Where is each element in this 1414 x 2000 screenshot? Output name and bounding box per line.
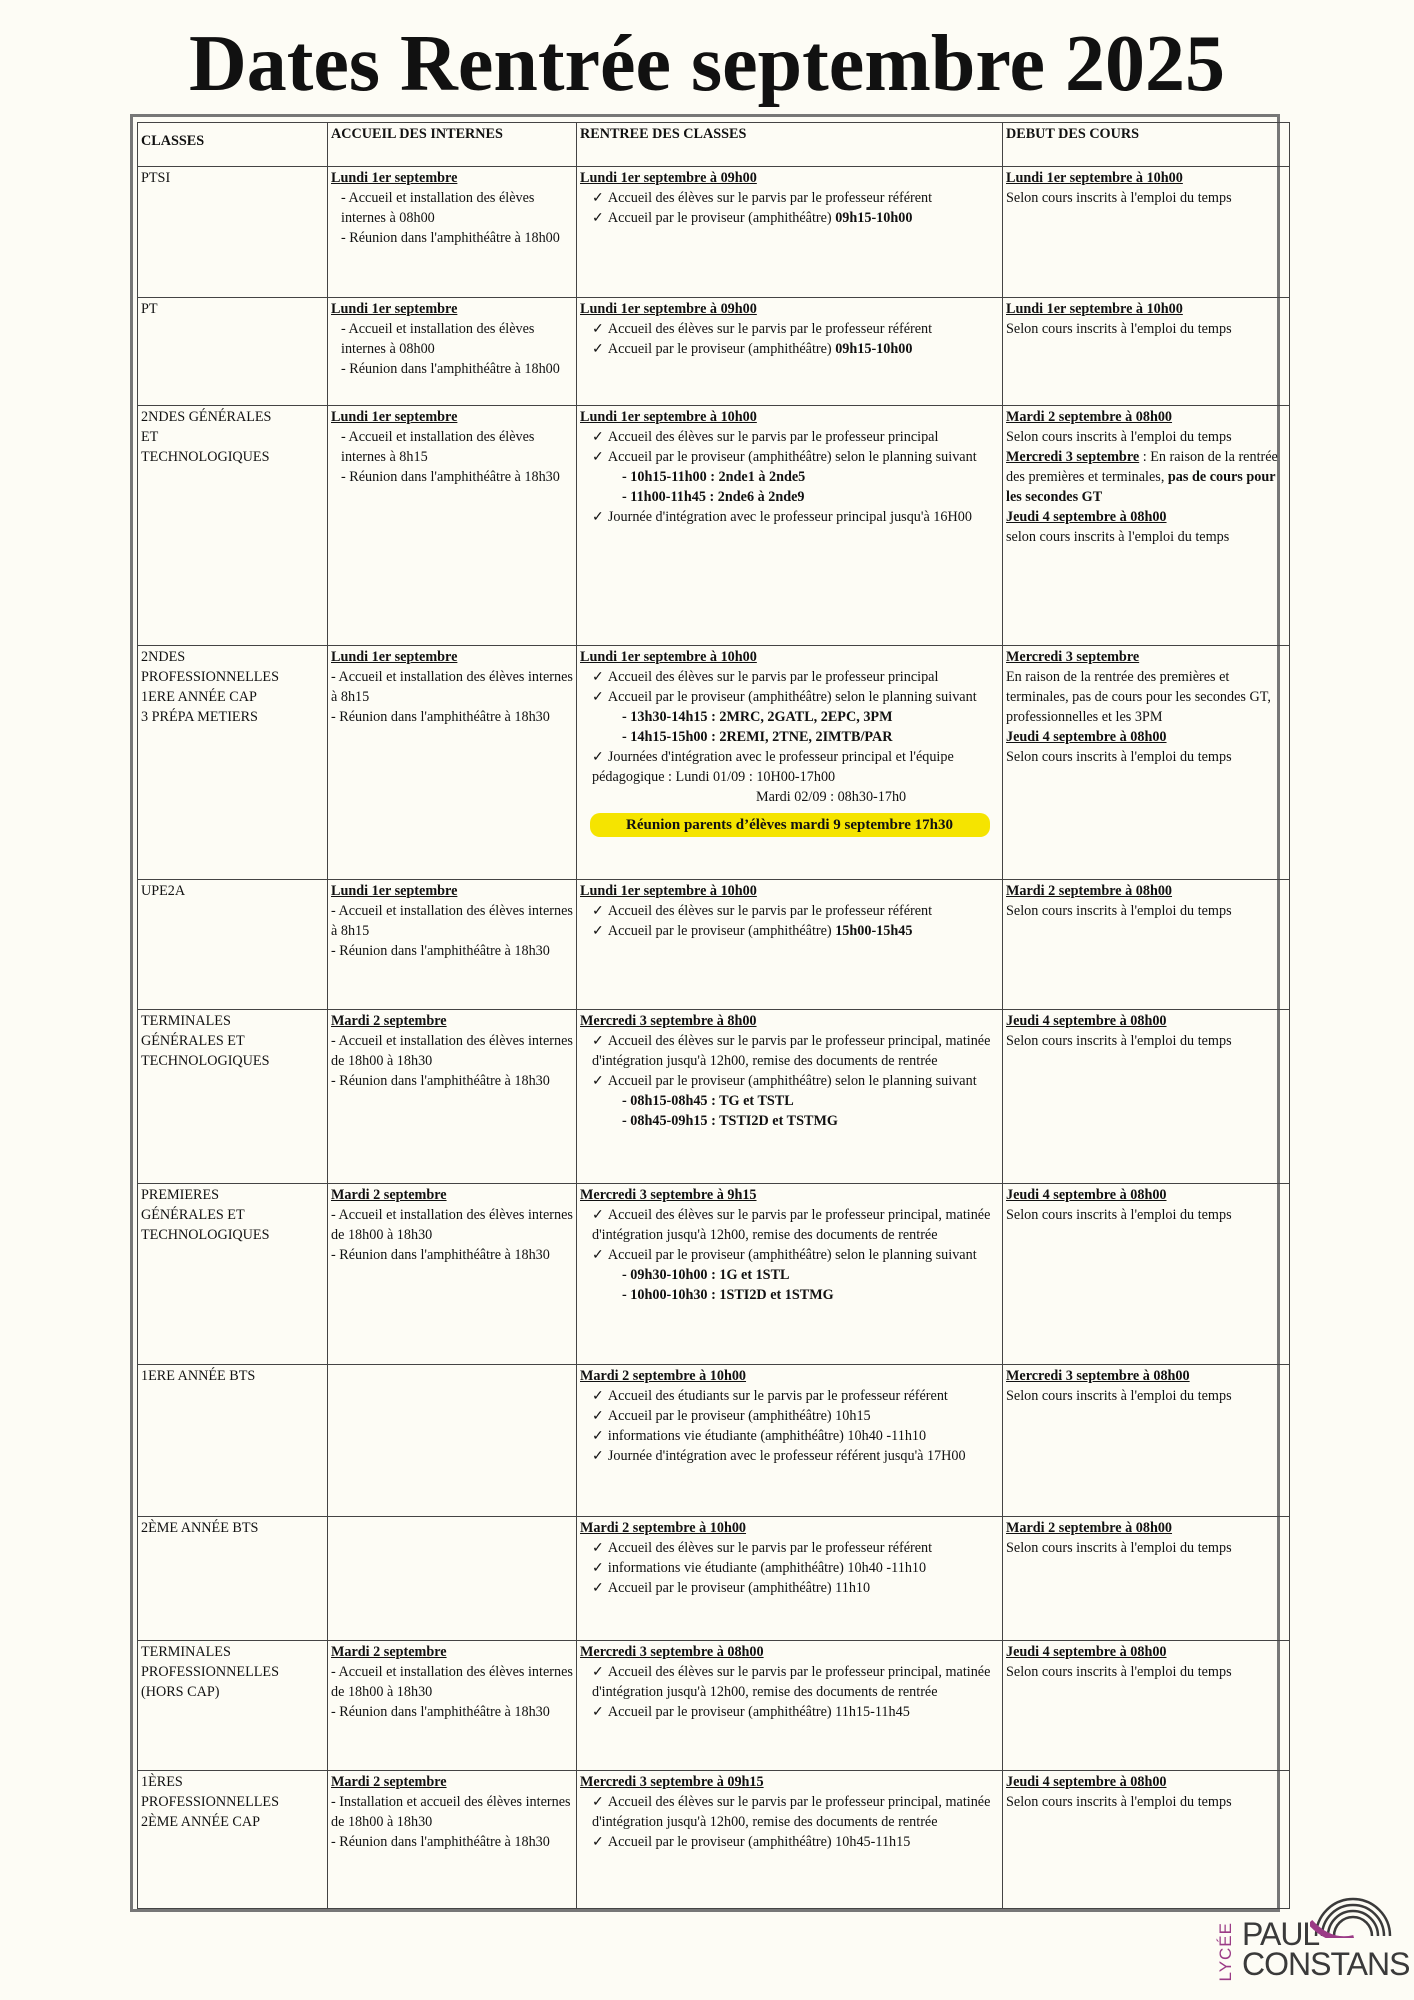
check-icon: ✓ (592, 449, 604, 465)
internes-cell: Lundi 1er septembre - Accueil et installation des élèves internes à 08h00 - Réunion dans l'amphithéâtre à 18h00 (328, 167, 577, 298)
table-row-terminales-pro (138, 1641, 1290, 1771)
check-icon: ✓ (592, 341, 604, 357)
check-icon: ✓ (592, 1448, 604, 1464)
internes-cell: Mardi 2 septembre - Installation et accueil des élèves internes de 18h00 à 18h30 - Réunion dans l'amphithéâtre à 18h30 (328, 1771, 577, 1909)
table-row-2eme-bts (138, 1517, 1290, 1641)
header-rentree: RENTREE DES CLASSES (577, 123, 1003, 167)
rentree-cell: Lundi 1er septembre à 09h00 ✓ Accueil des élèves sur le parvis par le professeur référent ✓ Accueil par le proviseur (amphithéâtre) 09h15-10h00 (577, 167, 1003, 298)
check-icon: ✓ (592, 190, 604, 206)
cours-cell: Jeudi 4 septembre à 08h00 Selon cours inscrits à l'emploi du temps (1003, 1771, 1290, 1909)
check-icon: ✓ (592, 1540, 604, 1556)
cours-cell: Lundi 1er septembre à 10h00 Selon cours inscrits à l'emploi du temps (1003, 298, 1290, 406)
check-icon: ✓ (592, 1388, 604, 1404)
cours-cell: Mardi 2 septembre à 08h00 Selon cours inscrits à l'emploi du temps Mercredi 3 septembre : En raison de la rentrée des premières et terminales, pas de cours pour les secondes GT Jeudi 4 septembre à 08h00 selon cours inscrits à l'emploi du temps (1003, 406, 1290, 646)
check-icon: ✓ (592, 1664, 604, 1680)
school-logo (1212, 1892, 1410, 1992)
page-title: Dates Rentrée septembre 2025 (189, 20, 1225, 108)
header-classes: CLASSES (138, 123, 328, 167)
cours-cell: Mardi 2 septembre à 08h00 Selon cours inscrits à l'emploi du temps (1003, 880, 1290, 1010)
cours-cell: Jeudi 4 septembre à 08h00 Selon cours inscrits à l'emploi du temps (1003, 1641, 1290, 1771)
class-name: PT (138, 298, 328, 406)
check-icon: ✓ (592, 669, 604, 685)
check-icon: ✓ (592, 1834, 604, 1850)
header-row (138, 123, 1290, 167)
logo-arc-icon (1310, 1892, 1396, 1938)
table-row-upe2a (138, 880, 1290, 1010)
schedule-table (137, 122, 1290, 1909)
rentree-cell: Mercredi 3 septembre à 08h00 ✓ Accueil des élèves sur le parvis par le professeur principal, matinée d'intégration jusqu'à 12h00, remise des documents de rentrée ✓ Accueil par le proviseur (amphithéâtre) 11h15-11h45 (577, 1641, 1003, 1771)
check-icon: ✓ (592, 1408, 604, 1424)
class-name: 1ÈRES PROFESSIONNELLES 2ÈME ANNÉE CAP (138, 1771, 328, 1909)
rentree-cell: Mercredi 3 septembre à 09h15 ✓ Accueil des élèves sur le parvis par le professeur principal, matinée d'intégration jusqu'à 12h00, remise des documents de rentrée ✓ Accueil par le proviseur (amphithéâtre) 10h45-11h15 (577, 1771, 1003, 1909)
internes-cell (328, 1517, 577, 1641)
table-row-1eres-pro (138, 1771, 1290, 1909)
check-icon: ✓ (592, 689, 604, 705)
cours-cell: Lundi 1er septembre à 10h00 Selon cours inscrits à l'emploi du temps (1003, 167, 1290, 298)
check-icon: ✓ (592, 1428, 604, 1444)
check-icon: ✓ (592, 1580, 604, 1596)
class-name: 2ÈME ANNÉE BTS (138, 1517, 328, 1641)
cours-cell: Mardi 2 septembre à 08h00 Selon cours inscrits à l'emploi du temps (1003, 1517, 1290, 1641)
check-icon: ✓ (592, 923, 604, 939)
class-name: 2NDES GÉNÉRALES ET TECHNOLOGIQUES (138, 406, 328, 646)
check-icon: ✓ (592, 1704, 604, 1720)
check-icon: ✓ (592, 1033, 604, 1049)
rentree-cell: Mardi 2 septembre à 10h00 ✓ Accueil des élèves sur le parvis par le professeur référent ✓ informations vie étudiante (amphithéâtre) 10h40 -11h10 ✓ Accueil par le proviseur (amphithéâtre) 11h10 (577, 1517, 1003, 1641)
internes-cell: Lundi 1er septembre - Accueil et installation des élèves internes à 8h15 - Réunion dans l'amphithéâtre à 18h30 (328, 406, 577, 646)
check-icon: ✓ (592, 509, 604, 525)
header-internes: ACCUEIL DES INTERNES (328, 123, 577, 167)
check-icon: ✓ (592, 903, 604, 919)
class-name: UPE2A (138, 880, 328, 1010)
rentree-cell: Mercredi 3 septembre à 8h00 ✓ Accueil des élèves sur le parvis par le professeur principal, matinée d'intégration jusqu'à 12h00, remise des documents de rentrée ✓ Accueil par le proviseur (amphithéâtre) selon le planning suivant - 08h15-08h45 : TG et TSTL - 08h45-09h15 : TSTI2D et TSTMG (577, 1010, 1003, 1184)
cours-cell: Mercredi 3 septembre En raison de la rentrée des premières et terminales, pas de cours pour les secondes GT, professionnelles et les 3PM Jeudi 4 septembre à 08h00 Selon cours inscrits à l'emploi du temps (1003, 646, 1290, 880)
table-row-pt (138, 298, 1290, 406)
rentree-cell: Lundi 1er septembre à 10h00 ✓ Accueil des élèves sur le parvis par le professeur principal ✓ Accueil par le proviseur (amphithéâtre) selon le planning suivant - 10h15-11h00 : 2nde1 à 2nde5 - 11h00-11h45 : 2nde6 à 2nde9 ✓ Journée d'intégration avec le professeur principal jusqu'à 16H00 (577, 406, 1003, 646)
header-cours: DEBUT DES COURS (1003, 123, 1290, 167)
class-name: PTSI (138, 167, 328, 298)
check-icon: ✓ (592, 1794, 604, 1810)
parents-meeting-highlight: Réunion parents d’élèves mardi 9 septembre 17h30 (590, 813, 990, 837)
internes-cell (328, 1365, 577, 1517)
internes-cell: Mardi 2 septembre - Accueil et installation des élèves internes de 18h00 à 18h30 - Réunion dans l'amphithéâtre à 18h30 (328, 1010, 577, 1184)
logo-lycee-text: LYCÉE (1216, 1922, 1235, 1982)
check-icon: ✓ (592, 1073, 604, 1089)
table-row-premieres-gt (138, 1184, 1290, 1365)
table-row-2ndes-pro (138, 646, 1290, 880)
cours-cell: Jeudi 4 septembre à 08h00 Selon cours inscrits à l'emploi du temps (1003, 1184, 1290, 1365)
logo-paul-text: PAUL (1242, 1916, 1320, 1952)
rentree-cell: Lundi 1er septembre à 10h00 ✓ Accueil des élèves sur le parvis par le professeur principal ✓ Accueil par le proviseur (amphithéâtre) selon le planning suivant - 13h30-14h15 : 2MRC, 2GATL, 2EPC, 3PM - 14h15-15h00 : 2REMI, 2TNE, 2IMTB/PAR ✓ Journées d'intégration avec le professeur principal et l'équipe pédagogique : Lundi 01/09 : 10H00-17h00 Mardi 02/09 : 08h30-17h0 Réunion parents d’élèves mardi 9 septembre 17h30 (577, 646, 1003, 880)
internes-cell: Mardi 2 septembre - Accueil et installation des élèves internes de 18h00 à 18h30 - Réunion dans l'amphithéâtre à 18h30 (328, 1641, 577, 1771)
class-name: 2NDES PROFESSIONNELLES 1ERE ANNÉE CAP 3 PRÉPA METIERS (138, 646, 328, 880)
internes-cell: Lundi 1er septembre - Accueil et installation des élèves internes à 08h00 - Réunion dans l'amphithéâtre à 18h00 (328, 298, 577, 406)
check-icon: ✓ (592, 321, 604, 337)
table-row-terminales-gt (138, 1010, 1290, 1184)
logo-constans-text: CONSTANS (1242, 1946, 1410, 1982)
internes-cell: Lundi 1er septembre - Accueil et installation des élèves internes à 8h15 - Réunion dans l'amphithéâtre à 18h30 (328, 880, 577, 1010)
cours-cell: Jeudi 4 septembre à 08h00 Selon cours inscrits à l'emploi du temps (1003, 1010, 1290, 1184)
class-name: PREMIERES GÉNÉRALES ET TECHNOLOGIQUES (138, 1184, 328, 1365)
rentree-cell: Lundi 1er septembre à 10h00 ✓ Accueil des élèves sur le parvis par le professeur référent ✓ Accueil par le proviseur (amphithéâtre) 15h00-15h45 (577, 880, 1003, 1010)
check-icon: ✓ (592, 1207, 604, 1223)
internes-cell: Mardi 2 septembre - Accueil et installation des élèves internes de 18h00 à 18h30 - Réunion dans l'amphithéâtre à 18h30 (328, 1184, 577, 1365)
cours-cell: Mercredi 3 septembre à 08h00 Selon cours inscrits à l'emploi du temps (1003, 1365, 1290, 1517)
check-icon: ✓ (592, 210, 604, 226)
check-icon: ✓ (592, 749, 604, 765)
table-row-2ndes-gt (138, 406, 1290, 646)
table-row-ptsi (138, 167, 1290, 298)
schedule-table-frame (130, 114, 1280, 1912)
class-name: 1ERE ANNÉE BTS (138, 1365, 328, 1517)
check-icon: ✓ (592, 429, 604, 445)
check-icon: ✓ (592, 1247, 604, 1263)
rentree-cell: Mercredi 3 septembre à 9h15 ✓ Accueil des élèves sur le parvis par le professeur principal, matinée d'intégration jusqu'à 12h00, remise des documents de rentrée ✓ Accueil par le proviseur (amphithéâtre) selon le planning suivant - 09h30-10h00 : 1G et 1STL - 10h00-10h30 : 1STI2D et 1STMG (577, 1184, 1003, 1365)
rentree-cell: Lundi 1er septembre à 09h00 ✓ Accueil des élèves sur le parvis par le professeur référent ✓ Accueil par le proviseur (amphithéâtre) 09h15-10h00 (577, 298, 1003, 406)
internes-cell: Lundi 1er septembre - Accueil et installation des élèves internes à 8h15 - Réunion dans l'amphithéâtre à 18h30 (328, 646, 577, 880)
rentree-cell: Mardi 2 septembre à 10h00 ✓ Accueil des étudiants sur le parvis par le professeur référent ✓ Accueil par le proviseur (amphithéâtre) 10h15 ✓ informations vie étudiante (amphithéâtre) 10h40 -11h10 ✓ Journée d'intégration avec le professeur référent jusqu'à 17H00 (577, 1365, 1003, 1517)
class-name: TERMINALES GÉNÉRALES ET TECHNOLOGIQUES (138, 1010, 328, 1184)
table-row-1ere-bts (138, 1365, 1290, 1517)
class-name: TERMINALES PROFESSIONNELLES (HORS CAP) (138, 1641, 328, 1771)
check-icon: ✓ (592, 1560, 604, 1576)
